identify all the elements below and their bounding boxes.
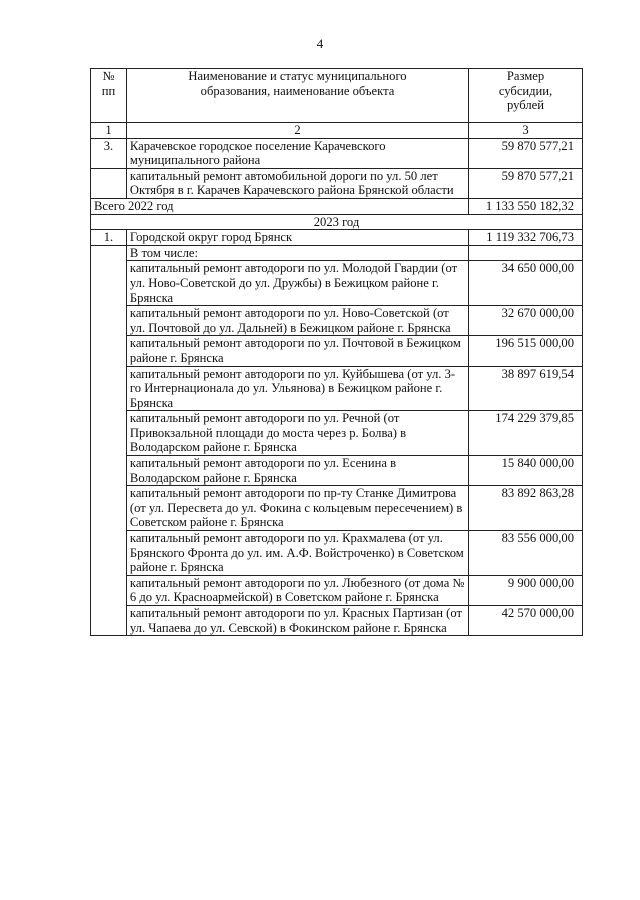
- object-amount: 196 515 000,00: [469, 336, 583, 366]
- object-amount: 34 650 000,00: [469, 261, 583, 306]
- table-row: [91, 366, 583, 411]
- empty-cell: [91, 245, 127, 635]
- column-number-2: 2: [126, 123, 468, 139]
- object-name: капитальный ремонт автодороги по ул. Куйбышева (от ул. 3-го Интернационала до ул. Ульянова) в Бежицком районе г. Брянска: [126, 366, 468, 411]
- empty-cell: [469, 245, 583, 261]
- table-row: [91, 486, 583, 531]
- including-row: [91, 245, 583, 261]
- table-row: [91, 261, 583, 306]
- object-amount: 15 840 000,00: [469, 456, 583, 486]
- header-number: № пп: [91, 69, 127, 123]
- total-label: Всего 2022 год: [91, 198, 469, 214]
- table-row: [91, 336, 583, 366]
- page-number: 4: [316, 36, 324, 51]
- empty-cell: [91, 168, 127, 198]
- column-number-1: 1: [91, 123, 127, 139]
- table-row: [91, 531, 583, 576]
- subsidy-amount: 59 870 577,21: [469, 138, 583, 168]
- object-amount: 9 900 000,00: [469, 575, 583, 605]
- table-row: [91, 168, 583, 198]
- table-row: [91, 138, 583, 168]
- object-amount: 83 892 863,28: [469, 486, 583, 531]
- year-heading: 2023 год: [91, 214, 583, 230]
- table-header-row: [91, 69, 583, 123]
- table-row: [91, 606, 583, 636]
- table-row: [91, 411, 583, 456]
- object-amount: 174 229 379,85: [469, 411, 583, 456]
- object-name: капитальный ремонт автодороги по ул. Речной (от Привокзальной площади до моста через р. Болва) в Володарском районе г. Брянска: [126, 411, 468, 456]
- municipality-name: Городской округ город Брянск: [126, 230, 468, 246]
- object-name: капитальный ремонт автодороги по ул. Любезного (от дома № 6 до ул. Красноармейской) в Советском районе г. Брянска: [126, 575, 468, 605]
- object-name: капитальный ремонт автомобильной дороги по ул. 50 лет Октября в г. Карачев Карачевского района Брянской области: [126, 168, 468, 198]
- municipality-name: Карачевское городское поселение Карачевского муниципального района: [126, 138, 468, 168]
- header-name: Наименование и статус муниципального образования, наименование объекта: [126, 69, 468, 123]
- subsidy-amount: 1 119 332 706,73: [469, 230, 583, 246]
- object-name: капитальный ремонт автодороги по ул. Красных Партизан (от ул. Чапаева до ул. Севской) в Фокинском районе г. Брянска: [126, 606, 468, 636]
- column-numbers-row: [91, 123, 583, 139]
- row-number: 1.: [91, 230, 127, 246]
- table-row: [91, 456, 583, 486]
- object-name: капитальный ремонт автодороги по ул. Ново-Советской (от ул. Почтовой до ул. Дальней) в Бежицком районе г. Брянска: [126, 306, 468, 336]
- object-amount: 83 556 000,00: [469, 531, 583, 576]
- including-label: В том числе:: [126, 245, 468, 261]
- column-number-3: 3: [469, 123, 583, 139]
- object-amount: 38 897 619,54: [469, 366, 583, 411]
- header-amount: Размер субсидии, рублей: [469, 69, 583, 123]
- table-row: [91, 575, 583, 605]
- object-name: капитальный ремонт автодороги по ул. Есенина в Володарском районе г. Брянска: [126, 456, 468, 486]
- object-amount: 59 870 577,21: [469, 168, 583, 198]
- table-row: [91, 306, 583, 336]
- year-row: [91, 214, 583, 230]
- row-number: 3.: [91, 138, 127, 168]
- object-name: капитальный ремонт автодороги по ул. Почтовой в Бежицком районе г. Брянска: [126, 336, 468, 366]
- object-name: капитальный ремонт автодороги по пр-ту Станке Димитрова (от ул. Пересвета до ул. Фокина с кольцевым пересечением) в Советском районе г. Брянска: [126, 486, 468, 531]
- object-amount: 32 670 000,00: [469, 306, 583, 336]
- object-amount: 42 570 000,00: [469, 606, 583, 636]
- subsidy-table: [90, 68, 583, 636]
- object-name: капитальный ремонт автодороги по ул. Молодой Гвардии (от ул. Ново-Советской до ул. Дружбы) в Бежицком районе г. Брянска: [126, 261, 468, 306]
- table-row: [91, 230, 583, 246]
- object-name: капитальный ремонт автодороги по ул. Крахмалева (от ул. Брянского Фронта до ул. им. А.Ф. Войстроченко) в Советском районе г. Брянска: [126, 531, 468, 576]
- total-amount: 1 133 550 182,32: [469, 198, 583, 214]
- total-row: [91, 198, 583, 214]
